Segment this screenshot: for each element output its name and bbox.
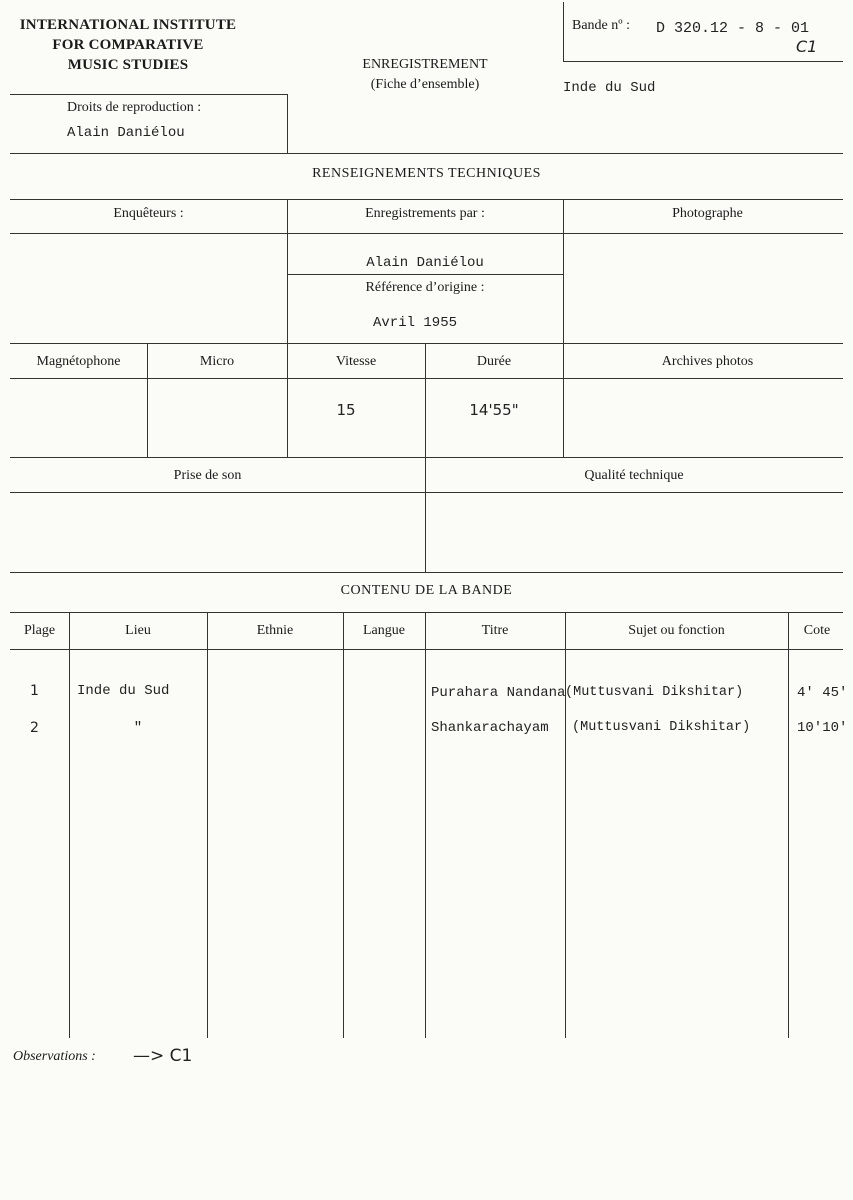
row-lieu: " — [133, 720, 143, 736]
col-titre: Titre — [481, 623, 509, 638]
row-cote: 10'10' — [797, 720, 848, 736]
duree-label: Durée — [476, 354, 512, 369]
section-technique-title: RENSEIGNEMENTS TECHNIQUES — [312, 166, 541, 181]
region: Inde du Sud — [563, 80, 656, 96]
row-sujet: (Muttusvani Dikshitar) — [572, 720, 751, 735]
archives-photos-label: Archives photos — [661, 354, 754, 369]
enregistrement-title: ENREGISTREMENT — [362, 57, 488, 72]
observations-label: Observations : — [13, 1049, 96, 1064]
observations-value: —> C1 — [133, 1046, 193, 1066]
row-titre: Shankarachayam — [431, 720, 549, 736]
row-sujet: (Muttusvani Dikshitar) — [565, 685, 744, 700]
bande-number: D 320.12 - 8 - 01 — [656, 20, 810, 37]
enqueteurs-label: Enquêteurs : — [113, 206, 184, 221]
institute-line-2: FOR COMPARATIVE — [52, 37, 204, 53]
col-sujet: Sujet ou fonction — [628, 623, 725, 638]
col-cote: Cote — [803, 623, 831, 638]
bande-label: Bande nº : — [572, 18, 630, 33]
duree-value: 14'55" — [469, 401, 519, 419]
col-langue: Langue — [363, 623, 405, 638]
enregistrements-par-label: Enregistrements par : — [365, 206, 485, 221]
row-lieu: Inde du Sud — [77, 683, 170, 699]
institute-line-3: MUSIC STUDIES — [67, 57, 189, 73]
reference-label: Référence d’origine : — [365, 280, 485, 295]
institute-line-1: INTERNATIONAL INSTITUTE — [19, 17, 237, 33]
qualite-technique-label: Qualité technique — [584, 468, 684, 483]
vitesse-label: Vitesse — [335, 354, 377, 369]
col-plage: Plage — [23, 623, 56, 638]
row-plage: 2 — [30, 720, 39, 736]
col-lieu: Lieu — [125, 623, 151, 638]
col-ethnie: Ethnie — [256, 623, 294, 638]
row-titre: Purahara Nandana — [431, 685, 566, 701]
reference-value: Avril 1955 — [372, 315, 457, 331]
row-plage: 1 — [30, 683, 39, 699]
micro-label: Micro — [199, 354, 235, 369]
magnetophone-label: Magnétophone — [36, 354, 121, 369]
prise-de-son-label: Prise de son — [173, 468, 242, 483]
vitesse-value: 15 — [336, 401, 356, 419]
section-contenu-title: CONTENU DE LA BANDE — [340, 583, 513, 598]
droits-label: Droits de reproduction : — [67, 100, 202, 115]
institute-name — [10, 15, 246, 75]
enregistrements-par-value: Alain Daniélou — [366, 255, 484, 271]
bande-handwritten: C1 — [796, 37, 818, 56]
fiche-subtitle: (Fiche d’ensemble) — [370, 77, 480, 92]
photographe-label: Photographe — [672, 206, 743, 221]
droits-value: Alain Daniélou — [67, 125, 185, 141]
row-cote: 4' 45' — [797, 685, 848, 701]
